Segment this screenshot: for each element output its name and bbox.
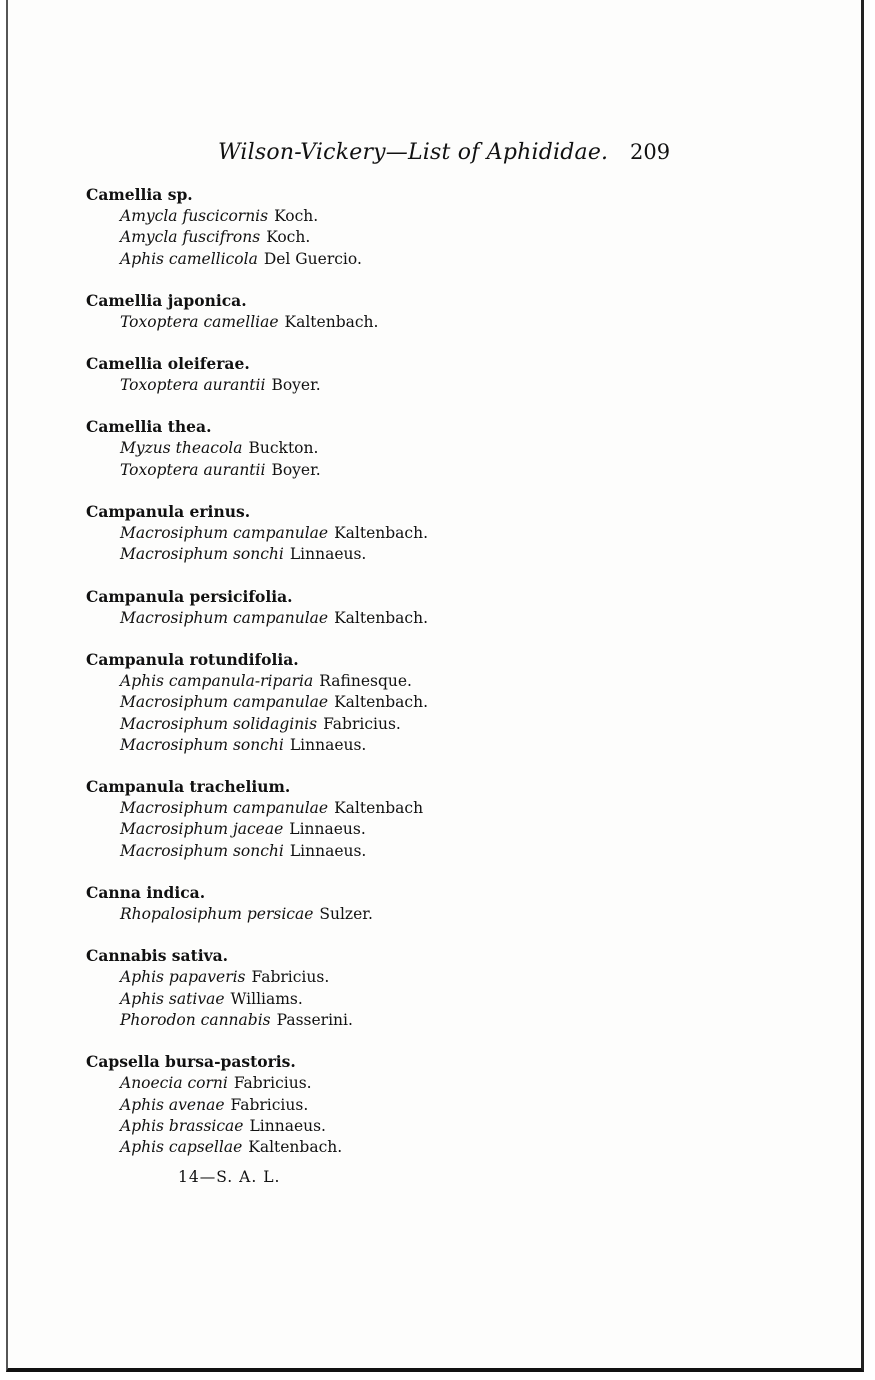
host-plant-name: Cannabis sativa. [86,946,229,966]
species-authority: Passerini. [276,1010,353,1029]
species-authority: Linnaeus. [289,820,366,839]
species-binomial: Anoecia corni [120,1074,228,1093]
species-binomial: Aphis sativae [120,989,225,1008]
aphid-species [86,1095,646,1116]
species-authority: Sulzer. [319,905,373,924]
aphid-species [86,1116,646,1137]
host-plant-entry [86,945,646,1031]
host-plant-name: Campanula erinus. [86,502,251,522]
species-binomial: Aphis brassicae [120,1116,244,1135]
species-authority: Kaltenbach. [334,524,428,543]
page-number: 209 [630,140,671,164]
species-binomial: Macrosiphum campanulae [120,608,329,627]
species-binomial: Rhopalosiphum persicae [120,905,314,924]
species-binomial: Myzus theacola [120,439,243,458]
species-authority: Boyer. [271,460,321,479]
host-plant-entry [86,416,646,481]
species-binomial: Aphis camellicola [120,249,258,268]
species-authority: Linnaeus. [289,841,367,860]
host-plant-entry [86,586,646,629]
species-authority: Linnaeus. [249,1116,326,1135]
species-binomial: Macrosiphum campanulae [120,524,329,543]
species-authority: Boyer. [271,376,321,395]
host-plant-entry [86,353,646,396]
aphid-species [86,227,646,248]
aphid-species [86,692,646,713]
aphid-species [86,841,646,862]
host-plant-entry [86,501,646,566]
species-authority: Kaltenbach. [284,312,379,331]
species-binomial: Aphis papaveris [120,968,246,987]
aphid-species [86,989,646,1010]
species-binomial: Toxoptera camelliae [120,312,279,331]
host-plant-entry [86,290,646,333]
species-binomial: Macrosiphum jaceae [120,820,284,839]
aphid-species [86,523,646,544]
species-binomial: Macrosiphum sonchi [120,545,284,564]
species-authority: Fabricius. [251,968,330,987]
host-plant-name: Campanula persicifolia. [86,586,293,606]
aphid-species [86,249,646,270]
aphid-species [86,608,646,629]
host-plant-name: Campanula rotundifolia. [86,649,299,669]
species-binomial: Aphis avenae [120,1095,225,1114]
species-binomial: Toxoptera aurantii [120,376,266,395]
species-authority: Kaltenbach [334,799,424,818]
host-plant-name: Camellia sp. [86,185,193,204]
species-authority: Fabricius. [230,1095,309,1114]
aphid-species [86,967,646,988]
species-authority: Fabricius. [233,1074,312,1093]
host-plant-name: Camellia japonica. [86,290,247,310]
printer-signature: 14—S. A. L. [178,1168,281,1186]
host-plant-name: Camellia thea. [86,417,212,437]
species-binomial: Amycla fuscifrons [120,228,261,247]
host-plant-entry [86,1051,646,1158]
species-binomial: Aphis campanula-riparia [120,671,314,690]
species-binomial: Phorodon cannabis [120,1010,271,1029]
host-plant-entry [86,882,646,925]
running-head: Wilson-Vickery—List of Aphididae. [218,140,609,165]
species-authority: Kaltenbach. [334,608,428,627]
species-authority: Del Guercio. [263,249,362,268]
species-binomial: Macrosiphum sonchi [120,735,284,754]
aphid-species [86,460,646,481]
species-authority: Koch. [274,207,319,225]
aphid-species [86,735,646,756]
host-plant-list [86,184,646,1178]
host-plant-name: Campanula trachelium. [86,777,291,797]
species-binomial: Macrosiphum solidaginis [120,714,318,733]
aphid-species [86,671,646,692]
host-plant-name: Capsella bursa-pastoris. [86,1052,296,1072]
aphid-species [86,438,646,459]
aphid-species [86,819,646,840]
species-authority: Kaltenbach. [248,1138,343,1157]
species-authority: Williams. [230,989,303,1008]
aphid-species [86,1010,646,1031]
species-authority: Rafinesque. [319,671,412,690]
aphid-species [86,312,646,333]
aphid-species [86,798,646,819]
species-authority: Kaltenbach. [334,693,428,712]
aphid-species [86,206,646,227]
species-binomial: Macrosiphum campanulae [120,799,329,818]
aphid-species [86,904,646,925]
book-page [6,0,864,1372]
species-authority: Koch. [266,228,311,247]
aphid-species [86,714,646,735]
species-binomial: Macrosiphum campanulae [120,693,329,712]
host-plant-entry [86,649,646,756]
host-plant-entry [86,776,646,862]
host-plant-name: Camellia oleiferae. [86,354,250,374]
species-binomial: Amycla fuscicornis [120,207,269,225]
species-authority: Buckton. [248,439,319,458]
host-plant-name: Canna indica. [86,883,206,903]
species-authority: Linnaeus. [289,545,367,564]
species-authority: Linnaeus. [289,735,367,754]
aphid-species [86,375,646,396]
aphid-species [86,1137,646,1158]
species-authority: Fabricius. [323,714,401,733]
species-binomial: Toxoptera aurantii [120,460,266,479]
host-plant-entry [86,184,646,270]
aphid-species [86,544,646,565]
species-binomial: Aphis capsellae [120,1138,243,1157]
species-binomial: Macrosiphum sonchi [120,841,284,860]
aphid-species [86,1073,646,1094]
